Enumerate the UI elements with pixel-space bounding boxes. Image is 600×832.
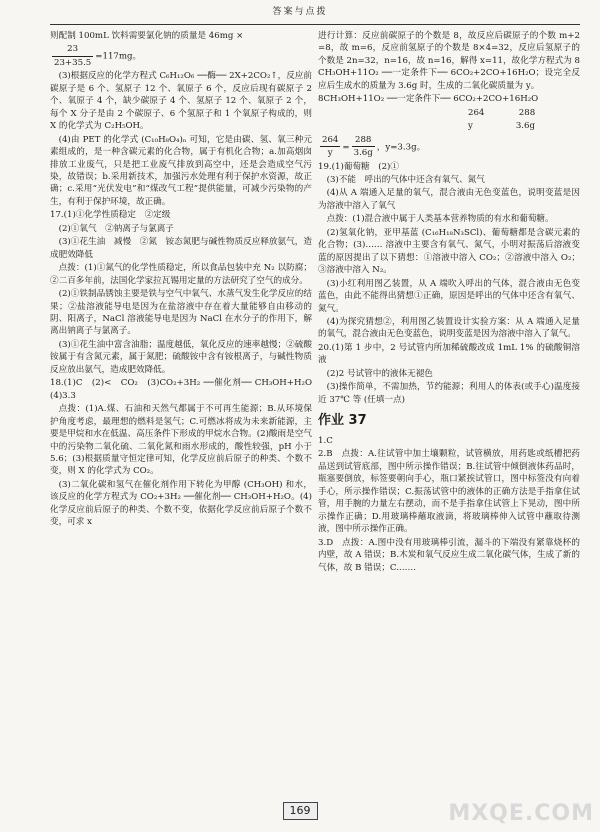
header-title: 答案与点拨 xyxy=(272,7,328,17)
tip-17-a: 点拨：(1)①氮气的化学性质稳定，所以食品包装中充 N₂ 以防腐；②二百多年前，法国化学家拉瓦锡用定量的方法研究了空气的成分。 xyxy=(50,263,312,286)
answer-18: 18.(1)C (2)< CO₂ (3)CO₂+3H₂ ──催化剂── CH₃OH+H₂O (4)3.3 xyxy=(50,378,321,401)
fraction-denominator: 23+35.5 xyxy=(54,57,92,68)
watermark-logo: MXQE.COM xyxy=(448,801,594,827)
fraction-denominator: 3.6g xyxy=(353,148,373,159)
left-column xyxy=(50,30,321,530)
tip-19-a: 点拨：(1)混合液中属于人类基本营养物质的有水和葡萄糖。 xyxy=(326,214,554,225)
answer-1: 1.C xyxy=(318,435,333,446)
fraction-numerator: 288 xyxy=(352,134,375,147)
paragraph: 进行计算：反应前碳原子的个数是 8，故反应后碳原子的个数 m+2=8，故 m=6，反应前氢原子的个数是 8×4=32，反应后氢原子的个数是 2n=32，n=16，故 n=16，解得 x=11，故化学方程式为 8CH₃OH+11O₂ ──一定条件下── 6CO₂+2CO+16H₂O；设完全反应后生成水的质量为 3.6g 时，生成的二氧化碳质量为 y。 xyxy=(318,31,580,91)
equation: 8CH₃OH+11O₂ ──一定条件下── 6CO₂+2CO+16H₂O xyxy=(318,94,539,105)
answer-19-1: 19.(1)葡萄糖 (2)① xyxy=(318,161,399,172)
answer-2: 2.B 点拨：A.往试管中加土壤颗粒，试管横放，用药匙或纸槽把药品送到试管底部，图中所示操作错误；B.往试管中倾倒液体药品时，瓶塞要倒放，标签要朝向手心，瓶口紧挨试管口，图中标签没有向着手心，所示操作错误；C.振荡试管中的液体的正确方法是手指拿住试管，用手腕的力量左右摆动，而不是手指拿住试管上下晃动，图中所示操作正确；D.用玻璃棒蘸取液滴，将玻璃棒伸入试管中蘸取待测液，图中所示操作正确。 xyxy=(318,449,580,535)
proportion-line: $\frac{264}{y}$ = $\frac{288}{3.6g}$ ，y=3.3g。 xyxy=(322,134,426,159)
tip-19-d: (4)为探究猜想②，利用图乙装置设计实验方案：从 A 端通入足量的氧气，混合液由无色变蓝色，说明变蓝是因为溶液中溶入了氧气。 xyxy=(318,316,580,340)
answer-20-3: (3)操作简单，不需加热，节约能源；利用人的体表(或手心)温度接近 37℃ 等 (任填一点) xyxy=(318,382,580,405)
left-line: 则配制 100mL 饮料需要氯化钠的质量是 46mg × xyxy=(50,31,244,41)
fraction-result: =117mg。 xyxy=(95,51,142,62)
left-fraction-line xyxy=(50,43,312,69)
running-header xyxy=(0,6,600,19)
answer-17-2: (2)①氧气 ②钠离子与氯离子 xyxy=(58,223,174,234)
tip-17-b: (2)①铁制品锈蚀主要是铁与空气中氧气、水蒸气发生化学反应的结果；②盐溶液能导电是因为在盐溶液中存在着大量能够自由移动的阴、阳离子，NaCl 溶液能导电是因为 NaCl 在水分子的作用下，解离出钠离子与氯离子。 xyxy=(50,289,312,337)
fraction-numerator: 23 xyxy=(52,43,93,56)
page-number-label: 169 xyxy=(283,802,318,820)
answer-17-3: (3)①花生油 减慢 ②氮 铵态氮肥与碱性物质反应释放氨气，造成肥效降低 xyxy=(50,237,312,260)
equation-values: 264 288 xyxy=(468,107,536,118)
answer-19-2: (3)不能 呼出的气体中还含有氧气、氮气 xyxy=(326,174,485,185)
paragraph: (3)根据反应的化学方程式 C₆H₁₂O₆ ──酶── 2X+2CO₂↑，反应前碳原子是 6 个、氢原子 12 个、氧原子 6 个，反应后现有碳原子 2 个、氧原子 4 个，缺少碳原子 4 个、氢原子 12 个、氧原子 2 个，每个 X 分子是由 2 个碳原子、6 个氢原子和 1 个氧原子构成的，则 X 的化学式为 C₂H₅OH。 xyxy=(50,71,312,132)
answer-3: 3.D 点拨：A.图中没有用玻璃棒引流，漏斗的下端没有紧靠烧杯的内壁，故 A 错误；B.木炭和氧气反应生成二氧化碳气体，生成了新的气体，故 B 错误；C.…… xyxy=(318,537,580,573)
answer-19-3: (4)从 A 端通入足量的氧气，混合液由无色变蓝色，说明变蓝是因为溶液中溶入了氧气 xyxy=(318,188,580,211)
fraction-numerator: 264 xyxy=(320,134,340,147)
fraction xyxy=(352,134,375,160)
fraction xyxy=(320,134,340,160)
tip-17-c: (3)①花生油中富含油脂；温度越低，氧化反应的速率越慢；②硫酸铵属于有含氮元素，属于氮肥；硫酸铵中含有铵根离子，与碱性物质反应放出氨气，造成肥效降低。 xyxy=(50,339,312,375)
tip-18-b: (3)二氧化碳和氢气在催化剂作用下转化为甲醇 (CH₃OH) 和水，该反应的化学方程式为 CO₂+3H₂ ──催化剂── CH₃OH+H₂O。(4)化学反应前后原子的种类、个数不变，依据化学反应前后原子个数不变，可求 x xyxy=(50,479,312,528)
tip-19-c: (3)小红利用图乙装置，从 A 端吹入呼出的气体，混合液由无色变蓝色，由此不能得出猜想①正确，原因是呼出的气体中还含有氧气、氮气。 xyxy=(318,278,580,314)
tip-19-b: (2)氢氧化钠，亚甲基蓝 (C₁₆H₁₈N₃SCl)、葡萄糖都是含碳元素的化合物；(3)…… 溶液中主要含有氧气、氮气，小明对振荡后溶液变蓝的原因提出了以下猜想：①溶液中溶入 CO₂；②溶液中溶入 O₂；③溶液中溶入 N₂。 xyxy=(318,227,580,276)
answer-20-2: (2)2 号试管中的液体无褪色 xyxy=(326,368,433,379)
section-heading: 作业 37 xyxy=(318,413,367,429)
fraction xyxy=(52,43,93,69)
answer-17-1: 17.(1)①化学性质稳定 ②定级 xyxy=(50,210,171,221)
equation-values: y 3.6g xyxy=(468,121,535,132)
right-column xyxy=(318,30,580,575)
tip-18-a: 点拨：(1)A.煤、石油和天然气都属于不可再生能源；B.从环境保护角度考虑，最理想的燃料是氢气；C.可燃冰将成为未来新能源，主要是甲烷和水在低温、高压条件下形成的甲烷水合物。(2)酸雨是空气中的污染物二氧化硫、二氧化氮和雨水形成的，酸性较强，pH 小于 5.6；(3)根据质量守恒定律可知，化学反应前后原子的种类、个数不变，则 X 的化学式为 CO₂。 xyxy=(50,404,312,477)
answer-20-1: 20.(1)第 1 步中，2 号试管内所加稀硫酸改成 1mL 1% 的硫酸铜溶液 xyxy=(318,342,580,366)
paragraph: (4)由 PET 的化学式 (C₁₀H₈O₄)ₙ 可知，它是由碳、氢、氧三种元素组成的，是一种含碳元素的化合物，属于有机化合物；a.加高烟囱排放工业废气，只是把工业废气排放到高空中，还是会造成空气污染，故错误；b.采用新技术，加强污水处理有利于保护水资源，故正确；c.采用“光伏发电”和“煤改气工程”提供能量，可减少污染物的产生，有利于保护环境，故正确。 xyxy=(50,134,312,207)
fraction-denominator: y xyxy=(327,148,333,159)
header-rule xyxy=(50,24,580,25)
fraction-result: ，y=3.3g。 xyxy=(376,142,426,153)
